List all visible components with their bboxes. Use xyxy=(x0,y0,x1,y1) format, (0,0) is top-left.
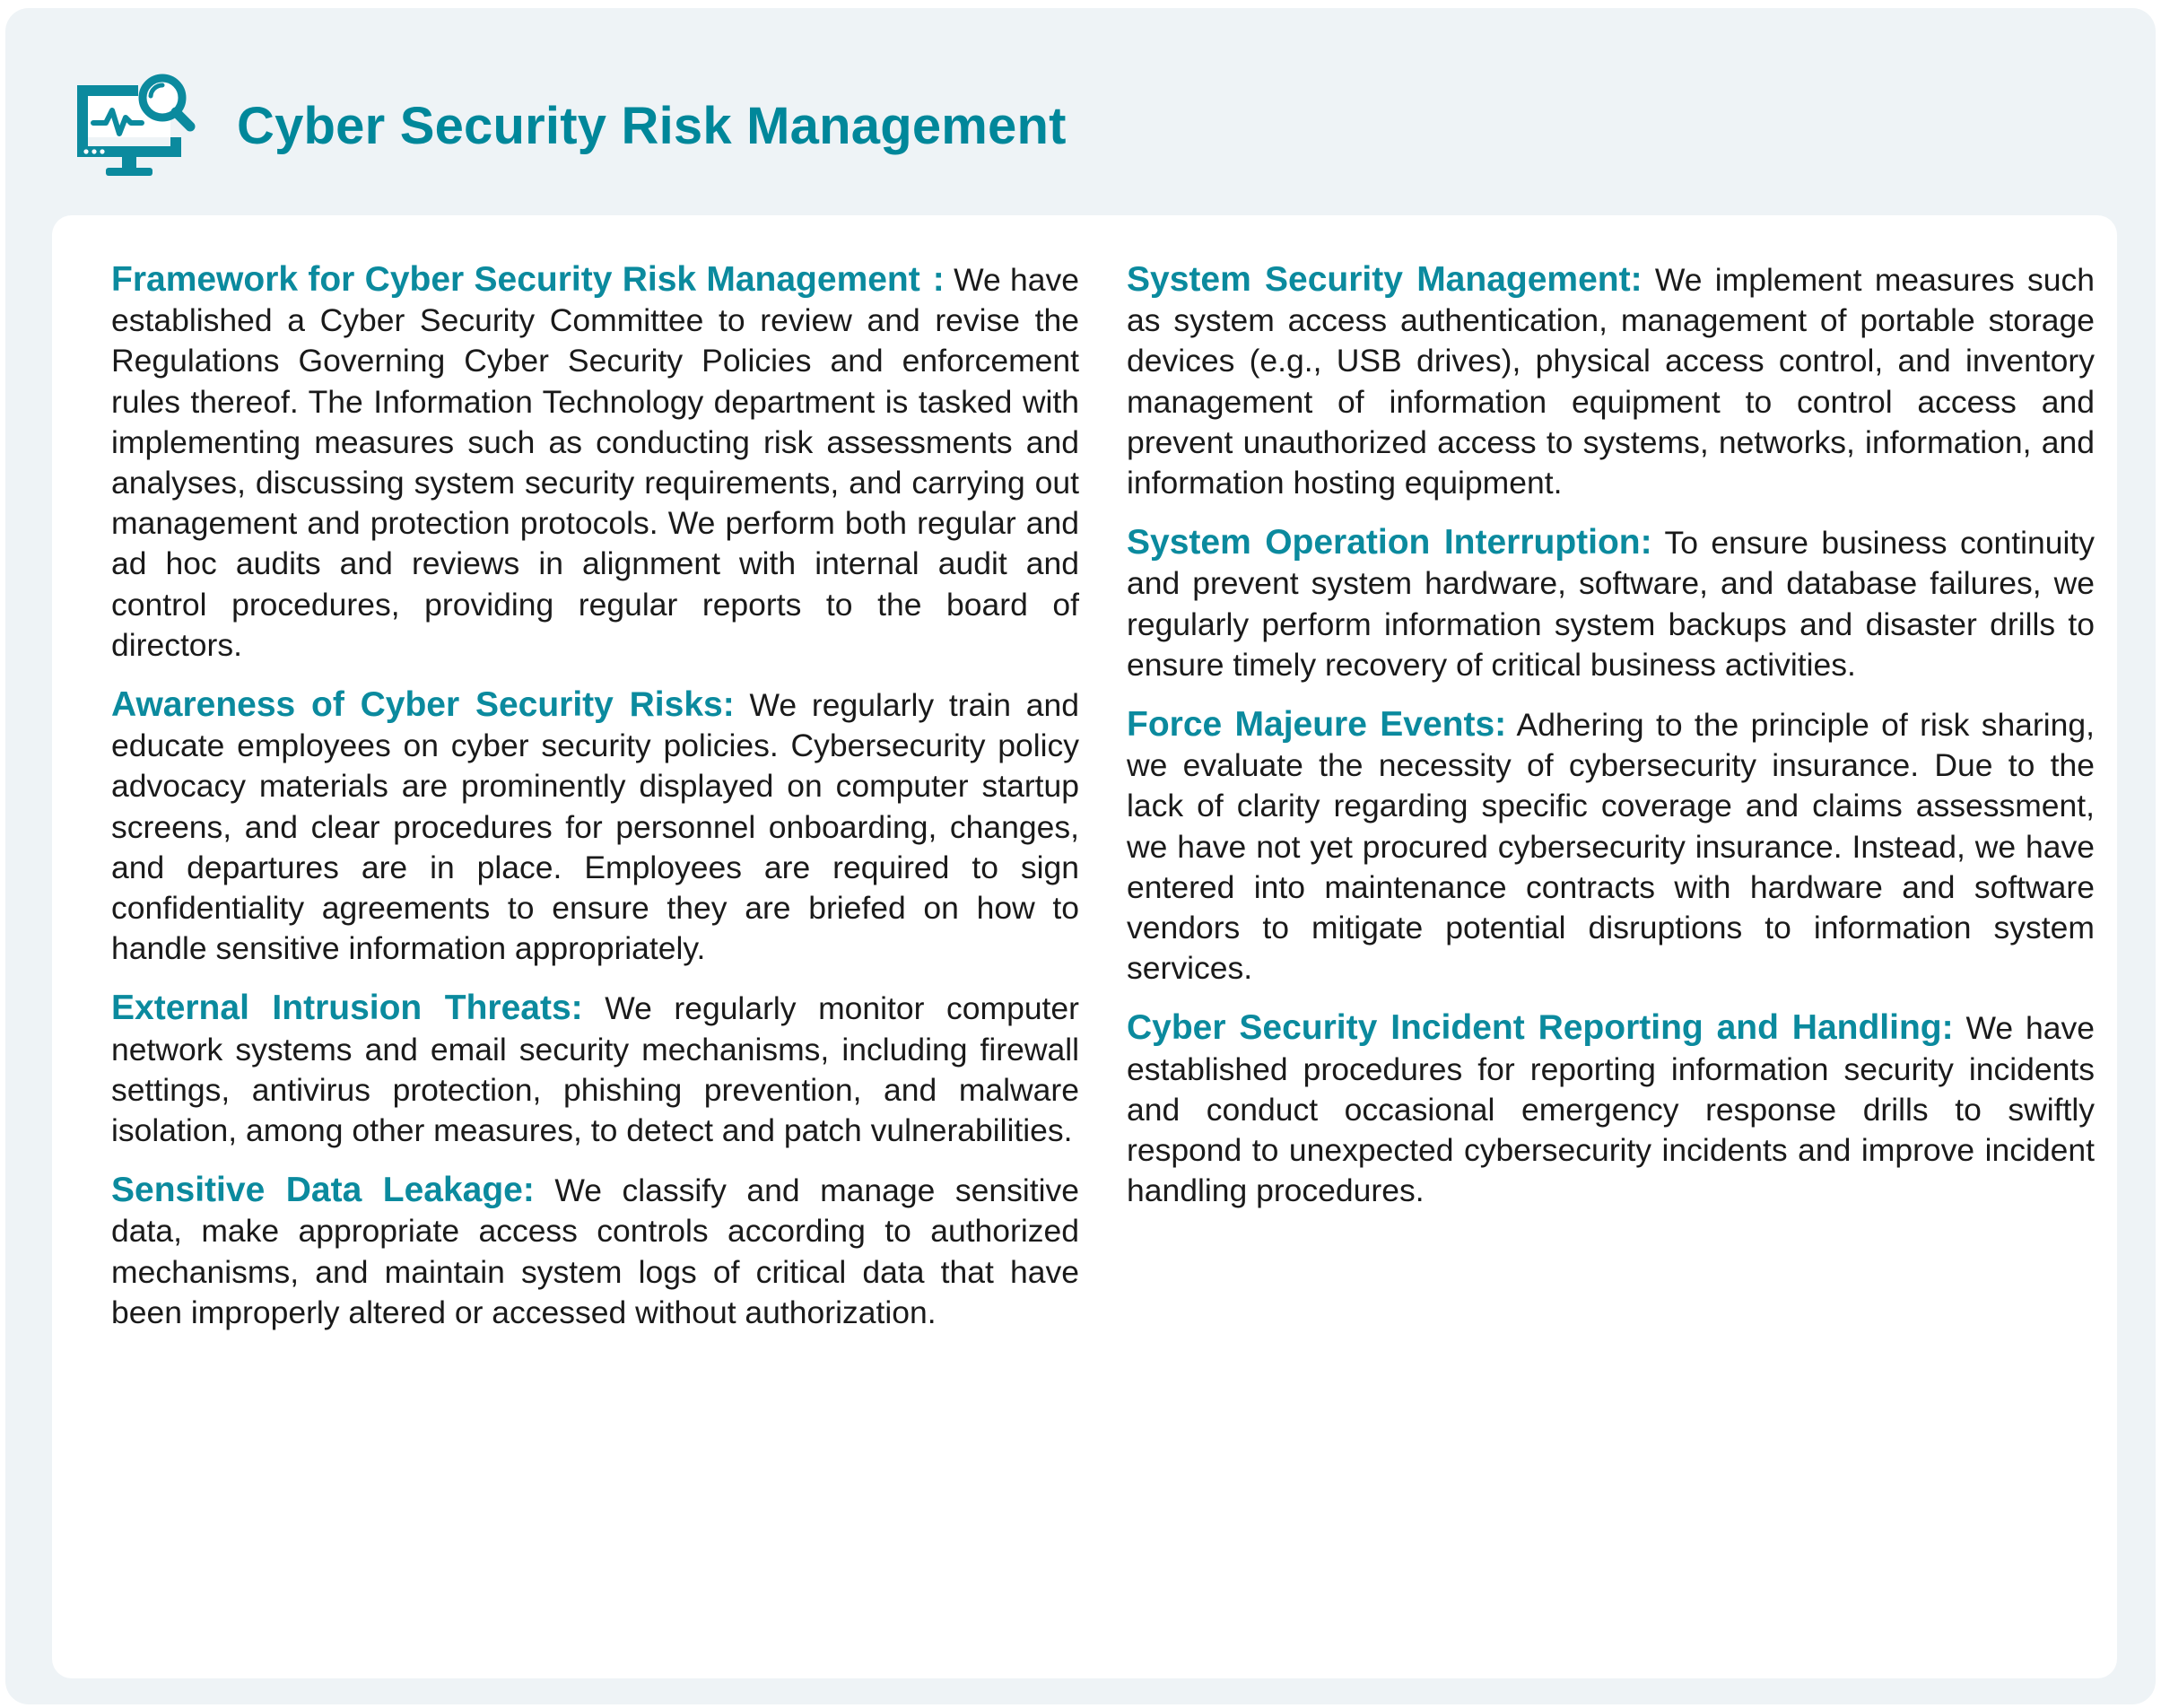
section-system-security xyxy=(1127,259,2095,503)
heading-separator: : xyxy=(932,260,945,299)
section-heading: External Intrusion Threats: xyxy=(111,989,583,1028)
monitor-search-icon xyxy=(70,71,196,183)
section-heading: Awareness of Cyber Security Risks: xyxy=(111,685,735,725)
section-body: We regularly monitor computer network systems and email security mechanisms, including firewall settings, antivirus protection, phishing prevention, and malware isolation, among other measures, to detect and patch vulnerabilities. xyxy=(111,990,1079,1149)
left-column xyxy=(111,259,1079,1352)
page-panel xyxy=(5,8,2156,1704)
section-force-majeure xyxy=(1127,704,2095,989)
section-body: We have established a Cyber Security Committee to review and revise the Regulations Governing Cyber Security Policies and enforcement rules thereof. The Information Technology department is tasked with implementing measures such as conducting risk assessments and analyses, discussing system security requirements, and carrying out management and protection protocols. We perform both regular and ad hoc audits and reviews in alignment with internal audit and control procedures, providing regular reports to the board of directors. xyxy=(111,262,1079,663)
section-body: We classify and manage sensitive data, make appropriate access controls according to authorized mechanisms, and maintain system logs of critical data that have been improperly altered or accessed without authorization. xyxy=(111,1172,1079,1330)
section-body: We regularly train and educate employees on cyber security policies. Cybersecurity policy advocacy materials are prominently displayed on computer startup screens, and clear procedures for personnel onboarding, changes, and departures are in place. Employees are required to sign confidentiality agreements to ensure they are briefed on how to handle sensitive information appropriately. xyxy=(111,687,1079,967)
section-incident-reporting xyxy=(1127,1007,2095,1211)
section-data-leakage xyxy=(111,1170,1079,1333)
section-heading: Force Majeure Events: xyxy=(1127,705,1507,745)
section-body: Adhering to the principle of risk sharing, we evaluate the necessity of cybersecurity insurance. Due to the lack of clarity regarding specific coverage and claims assessment, we have not yet procured cybersecurity insurance. Instead, we have entered into maintenance contracts with hardware and software vendors to mitigate potential disruptions to information system services. xyxy=(1127,707,2095,987)
section-framework xyxy=(111,259,1079,666)
section-heading: Sensitive Data Leakage: xyxy=(111,1171,535,1210)
page-title: Cyber Security Risk Management xyxy=(237,97,1067,155)
section-heading: Framework for Cyber Security Risk Management xyxy=(111,260,920,299)
section-heading: System Security Management: xyxy=(1127,260,1643,299)
section-heading: Cyber Security Incident Reporting and Handling: xyxy=(1127,1008,1954,1048)
section-body: We have established procedures for reporting information security incidents and conduct occasional emergency response drills to swiftly respond to unexpected cybersecurity incidents and improve incident handling procedures. xyxy=(1127,1010,2096,1209)
content-card xyxy=(52,215,2117,1678)
right-column xyxy=(1127,259,2095,1230)
section-body: We implement measures such as system access authentication, management of portable storage devices (e.g., USB drives), physical access control, and inventory management of information equipment to control access and prevent unauthorized access to systems, networks, information, and information hosting equipment. xyxy=(1127,262,2095,501)
section-operation-interruption xyxy=(1127,522,2095,685)
section-awareness xyxy=(111,684,1079,969)
section-heading: System Operation Interruption: xyxy=(1127,523,1652,562)
section-external-intrusion xyxy=(111,988,1079,1151)
section-body: To ensure business continuity and prevent system hardware, software, and database failures, we regularly perform information system backups and disaster drills to ensure timely recovery of critical business activities. xyxy=(1127,525,2095,683)
